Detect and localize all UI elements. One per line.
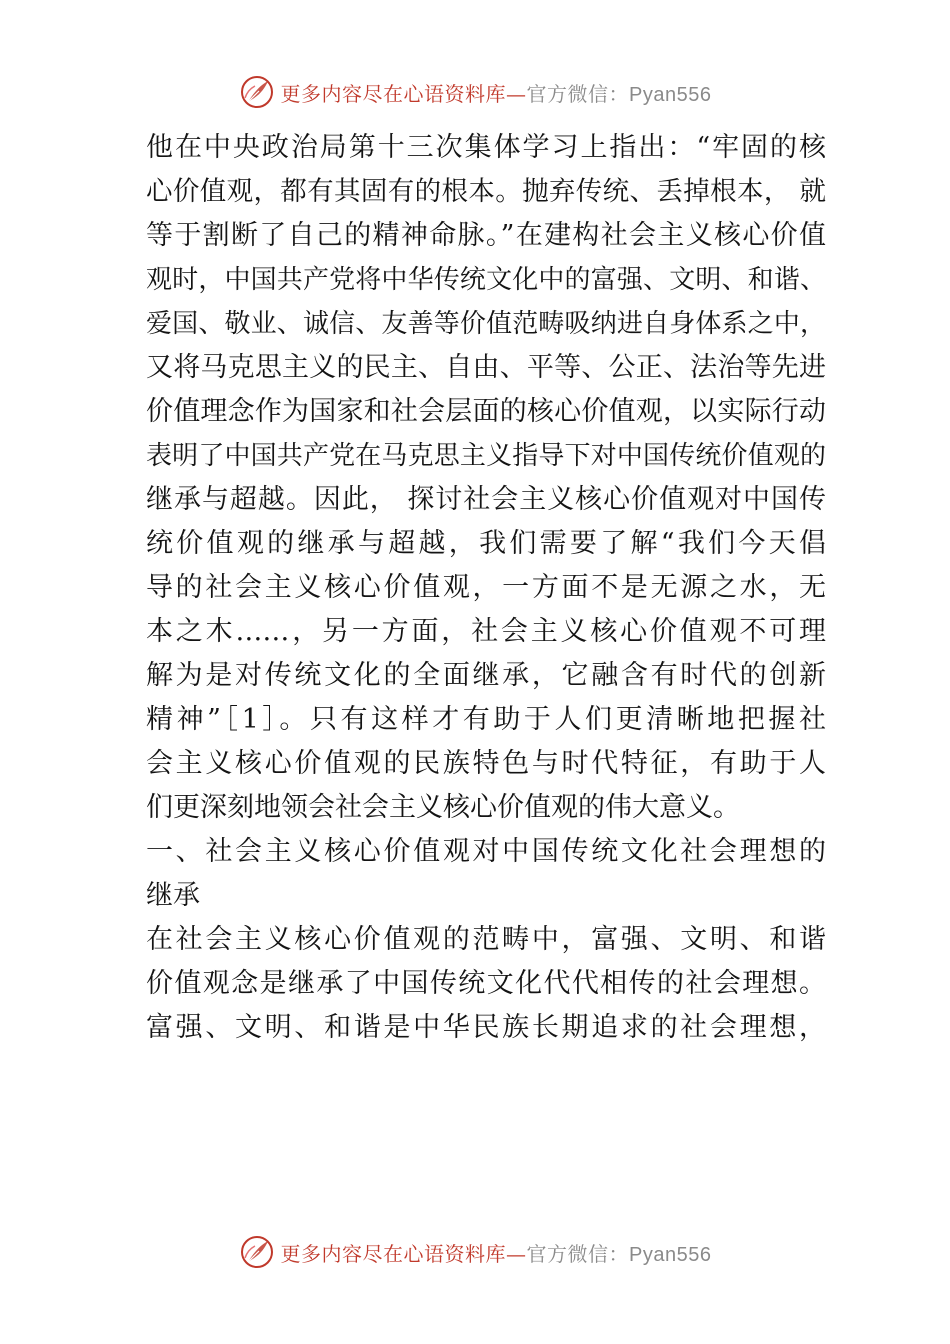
banner-title: 更多内容尽在心语资料库 — [280, 1241, 507, 1266]
body-line: 等于割断了自己的精神命脉。”在建构社会主义核心价值 — [146, 220, 826, 251]
body-line: 在社会主义核心价值观的范畴中，富强、文明、和谐 — [146, 924, 826, 955]
banner-title: 更多内容尽在心语资料库 — [280, 81, 507, 106]
body-line: 心价值观，都有其固有的根本。抛弃传统、丢掉根本， 就 — [146, 176, 826, 207]
body-line: 解为是对传统文化的全面继承，它融含有时代的创新 — [146, 660, 826, 691]
banner-text — [281, 1238, 712, 1267]
body-line: 表明了中国共产党在马克思主义指导下对中国传统价值观的 — [146, 441, 826, 471]
feather-logo-icon — [239, 74, 275, 110]
feather-logo-icon — [239, 1234, 275, 1270]
body-line: 导的社会主义核心价值观，一方面不是无源之水，无 — [146, 572, 826, 603]
body-line: 继承与超越。因此， 探讨社会主义核心价值观对中国传 — [146, 484, 826, 515]
banner-wechat-id: Pyan556 — [629, 1243, 712, 1266]
body-line: 精神”［1］。只有这样才有助于人们更清晰地把握社 — [146, 704, 826, 735]
banner-text — [281, 78, 712, 107]
footer-banner — [0, 1232, 950, 1272]
body-line: 会主义核心价值观的民族特色与时代特征，有助于人 — [146, 748, 826, 779]
body-line: 价值理念作为国家和社会层面的核心价值观，以实际行动 — [146, 396, 826, 427]
banner-separator: — — [506, 81, 527, 106]
section-heading: 继承 — [146, 880, 200, 911]
body-line: 他在中央政治局第十三次集体学习上指出：“牢固的核 — [146, 132, 826, 163]
body-line: 观时，中国共产党将中华传统文化中的富强、文明、和谐、 — [146, 265, 826, 295]
header-banner — [0, 72, 950, 112]
banner-wechat-label: 官方微信： — [526, 81, 630, 106]
body-line: 爱国、敬业、诚信、友善等价值范畴吸纳进自身体系之中， — [146, 309, 826, 339]
body-line: 们更深刻地领会社会主义核心价值观的伟大意义。 — [146, 792, 740, 823]
banner-wechat-label: 官方微信： — [526, 1241, 630, 1266]
body-line: 富强、文明、和谐是中华民族长期追求的社会理想， — [146, 1012, 826, 1043]
section-heading: 一、社会主义核心价值观对中国传统文化社会理想的 — [146, 836, 826, 867]
body-line: 统价值观的继承与超越，我们需要了解“我们今天倡 — [146, 528, 826, 559]
document-body — [146, 126, 826, 1050]
body-line: 价值观念是继承了中国传统文化代代相传的社会理想。 — [146, 968, 826, 999]
body-line: 又将马克思主义的民主、自由、平等、公正、法治等先进 — [146, 352, 826, 383]
body-line: 本之木……，另一方面，社会主义核心价值观不可理 — [146, 616, 826, 647]
banner-wechat-id: Pyan556 — [629, 83, 712, 106]
banner-separator: — — [506, 1241, 527, 1266]
